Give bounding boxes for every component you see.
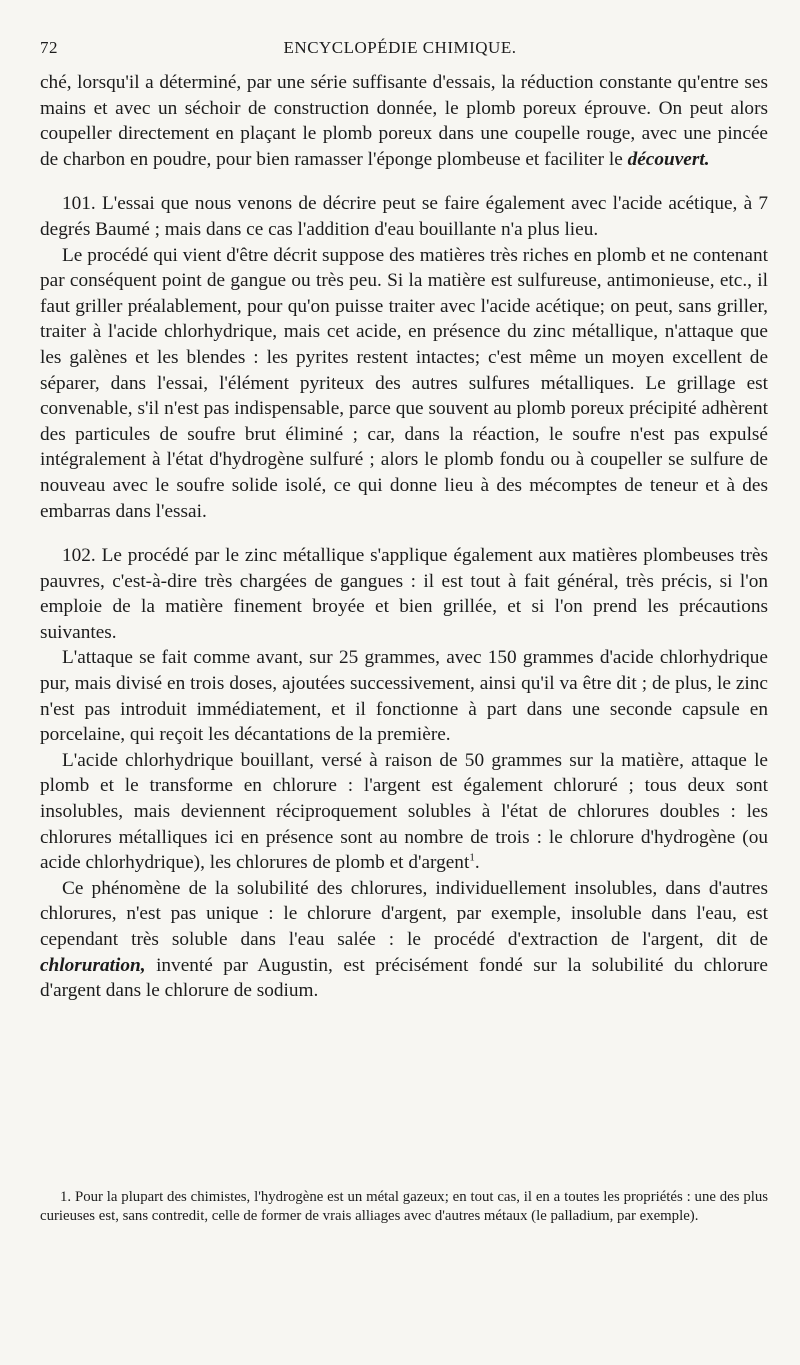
emphasis-term: découvert.: [627, 148, 710, 170]
paragraph: L'attaque se fait comme avant, sur 25 grammes, avec 150 grammes d'acide chlorhydrique pur, mais divisé en trois doses, ajoutées successivement, ainsi qu'il va être dit ; de plus, le zinc n'est pas introduit immédiatement, et il fonctionne à part dans une seconde capsule en porcelaine, qui reçoit les décantations de la première.: [40, 647, 768, 746]
paragraph-text: Ce phénomène de la solubilité des chlorures, individuellement insolubles, dans d'autres chlorures, n'est pas unique : le chlorure d'argent, par exemple, insoluble dans l'eau, est cependant très soluble dans l'eau salée : le procédé d'extraction de l'argent, dit de: [40, 877, 768, 950]
body-text: [40, 70, 768, 1004]
section-102: [40, 543, 768, 645]
emphasis-term: chloruration,: [40, 954, 146, 976]
footnote-marker: 1.: [60, 1189, 72, 1205]
section-text: Le procédé par le zinc métallique s'applique également aux matières plombeuses très pauvres, c'est-à-dire très chargées de gangues : il est tout à fait général, très précis, si l'on emploie de la matière finement broyée et bien grillée, et si l'on prend les précautions suivantes.: [40, 545, 768, 643]
paragraph: L'acide chlorhydrique bouillant, versé à raison de 50 grammes sur la matière, attaque le plomb et le transforme en chlorure : l'argent est également chloruré ; tous deux sont insolubles, mais deviennent réciproquement solubles à l'état de chlorures doubles : les chlorures métalliques ici en présence sont au nombre de trois : le chlorure d'hydrogène (ou acide chlorhydrique), les chlorures de plomb et d'argent$^1$.: [40, 749, 768, 874]
paragraph-text: ché, lorsqu'il a déterminé, par une série suffisante d'essais, la réduction constante qu'entre ses mains et avec un séchoir de construction donnée, le plomb poreux éprouve. On peut alors coupeller directement en plaçant le plomb poreux dans une coupelle rouge, avec une pincée de charbon en poudre, pour bien ramasser l'éponge plombeuse et faciliter le: [40, 72, 768, 170]
paragraph-continuation: [40, 70, 768, 172]
footnote-text: Pour la plupart des chimistes, l'hydrogène est un métal gazeux; en tout cas, il en a toutes les propriétés : une des plus curieuses est, sans contredit, celle de former de vrais alliages avec d'autres métaux (le palladium, par exemple).: [40, 1189, 769, 1224]
section-number: 102.: [62, 545, 96, 567]
paragraph: Le procédé qui vient d'être décrit suppose des matières très riches en plomb et ne contenant par conséquent point de gangue ou très peu. Si la matière est sulfureuse, antimonieuse, etc., il faut griller préalablement, pour qu'on puisse traiter avec l'acide acétique; on peut, sans griller, traiter à l'acide chlorhydrique, mais cet acide, en présence du zinc métallique, n'attaque que les galènes et les blendes : les pyrites restent intactes; c'est même un moyen excellent de séparer, dans l'essai, l'élément pyriteux des autres sulfures métalliques. Le grillage est convenable, s'il n'est pas indispensable, parce que souvent au plomb poreux précipité adhèrent des particules de soufre brut éliminé ; car, dans la réaction, le soufre n'est pas expulsé intégralement à l'état d'hydrogène sulfuré ; alors le plomb fondu ou à coupeller se sulfure de nouveau avec le soufre solide isolé, ce qui donne lieu à des mécomptes de teneur et à des embarras dans l'essai.: [40, 244, 768, 522]
paragraph: [40, 876, 768, 1004]
footnote: [40, 1188, 768, 1226]
footnote-reference: 1: [469, 851, 475, 864]
paragraph-text: inventé par Augustin, est précisément fondé sur la solubilité du chlorure d'argent dans le chlorure de sodium.: [40, 954, 768, 1002]
page-number: 72: [40, 38, 58, 57]
running-title: ENCYCLOPÉDIE CHIMIQUE.: [283, 38, 517, 57]
section-text: L'essai que nous venons de décrire peut se faire également avec l'acide acétique, à 7 degrés Baumé ; mais dans ce cas l'addition d'eau bouillante n'a plus lieu.: [40, 193, 768, 240]
footnotes: [40, 1188, 768, 1226]
section-101: [40, 191, 768, 242]
paragraph-text: L'acide chlorhydrique bouillant, versé à raison de 50 grammes sur la matière, attaque le plomb et le transforme en chlorure : l'argent est également chloruré ; tous deux sont insolubles, mais deviennent réciproquement solubles à l'état de chlorures doubles : les chlorures métalliques ici en présence sont au nombre de trois : le chlorure d'hydrogène (ou acide chlorhydrique), les chlorures de plomb et d'argent: [40, 749, 768, 874]
section-number: 101.: [62, 193, 96, 215]
running-head: [40, 38, 760, 66]
